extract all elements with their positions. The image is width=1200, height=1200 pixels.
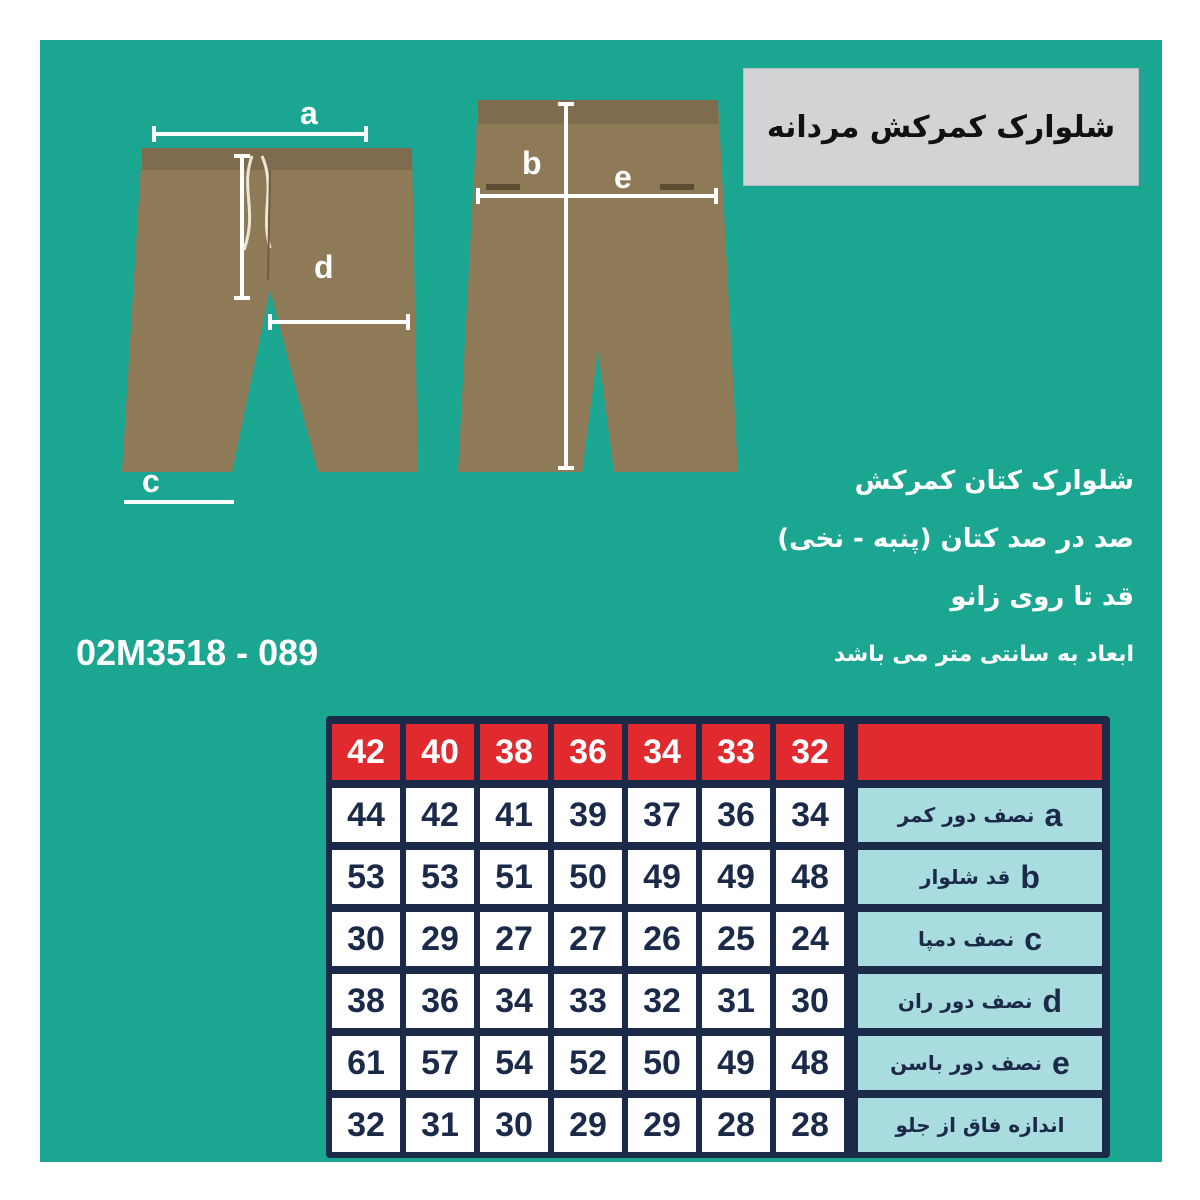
size-table xyxy=(326,716,1110,1158)
desc-line-1: شلوارک کتان کمرکش xyxy=(854,466,1134,496)
row-label-text: نصف دور کمر xyxy=(897,803,1035,827)
desc-line-4: ابعاد به سانتی متر می باشد xyxy=(833,642,1134,667)
row-label-c xyxy=(858,912,1102,966)
row-label-a xyxy=(858,788,1102,842)
table-cell: 54 xyxy=(480,1036,548,1090)
row-label-d xyxy=(858,974,1102,1028)
table-cell: 51 xyxy=(480,850,548,904)
size-guide-panel xyxy=(40,40,1162,1162)
row-label-e xyxy=(858,1036,1102,1090)
product-code: 02M3518 - 089 xyxy=(76,632,319,673)
table-cell: 30 xyxy=(480,1098,548,1152)
size-header-1: 40 xyxy=(406,724,474,780)
table-cell: 48 xyxy=(776,850,844,904)
table-cell: 27 xyxy=(554,912,622,966)
label-c: c xyxy=(142,463,160,499)
table-cell: 36 xyxy=(406,974,474,1028)
table-cell: 28 xyxy=(702,1098,770,1152)
row-label-crotch xyxy=(858,1098,1102,1152)
table-cell: 33 xyxy=(554,974,622,1028)
size-header-3: 36 xyxy=(554,724,622,780)
table-cell: 53 xyxy=(406,850,474,904)
size-header-4: 34 xyxy=(628,724,696,780)
row-label-b xyxy=(858,850,1102,904)
label-d: d xyxy=(314,249,334,285)
table-cell: 44 xyxy=(332,788,400,842)
row-label-text: نصف دمپا xyxy=(917,927,1015,951)
shorts-front-image xyxy=(120,100,420,520)
table-cell: 38 xyxy=(332,974,400,1028)
table-cell: 29 xyxy=(554,1098,622,1152)
shorts-back-image xyxy=(450,100,750,520)
label-a: a xyxy=(300,100,318,131)
size-header-5: 33 xyxy=(702,724,770,780)
row-label-text: قد شلوار xyxy=(920,865,1011,889)
table-cell: 57 xyxy=(406,1036,474,1090)
size-header-6: 32 xyxy=(776,724,844,780)
page-title: شلوارک کمرکش مردانه xyxy=(743,68,1139,186)
label-e: e xyxy=(614,159,632,195)
table-cell: 31 xyxy=(702,974,770,1028)
row-letter: a xyxy=(1044,796,1063,833)
table-cell: 61 xyxy=(332,1036,400,1090)
table-cell: 34 xyxy=(480,974,548,1028)
table-cell: 50 xyxy=(554,850,622,904)
table-cell: 27 xyxy=(480,912,548,966)
header-corner xyxy=(858,724,1102,780)
label-b: b xyxy=(522,145,542,181)
table-cell: 31 xyxy=(406,1098,474,1152)
table-cell: 26 xyxy=(628,912,696,966)
shorts-back-body xyxy=(458,100,738,472)
table-cell: 29 xyxy=(406,912,474,966)
table-cell: 32 xyxy=(332,1098,400,1152)
row-label-text: اندازه فاق از جلو xyxy=(895,1113,1065,1137)
table-cell: 36 xyxy=(702,788,770,842)
table-cell: 48 xyxy=(776,1036,844,1090)
table-cell: 41 xyxy=(480,788,548,842)
row-label-text: نصف دور ران xyxy=(897,989,1033,1013)
table-cell: 50 xyxy=(628,1036,696,1090)
row-letter: e xyxy=(1052,1044,1070,1081)
table-cell: 28 xyxy=(776,1098,844,1152)
table-cell: 42 xyxy=(406,788,474,842)
table-cell: 37 xyxy=(628,788,696,842)
desc-line-2: صد در صد کتان (پنبه - نخی) xyxy=(777,524,1134,554)
table-cell: 39 xyxy=(554,788,622,842)
table-cell: 24 xyxy=(776,912,844,966)
table-cell: 52 xyxy=(554,1036,622,1090)
table-cell: 25 xyxy=(702,912,770,966)
desc-line-3: قد تا روی زانو xyxy=(950,582,1134,612)
table-cell: 29 xyxy=(628,1098,696,1152)
row-letter: b xyxy=(1020,858,1040,895)
table-cell: 49 xyxy=(628,850,696,904)
row-letter: d xyxy=(1042,982,1063,1019)
size-header-0: 42 xyxy=(332,724,400,780)
table-cell: 30 xyxy=(776,974,844,1028)
table-cell: 34 xyxy=(776,788,844,842)
row-letter: c xyxy=(1024,920,1043,957)
table-cell: 32 xyxy=(628,974,696,1028)
table-cell: 49 xyxy=(702,1036,770,1090)
size-header-2: 38 xyxy=(480,724,548,780)
table-cell: 49 xyxy=(702,850,770,904)
row-label-text: نصف دور باسن xyxy=(890,1051,1043,1075)
table-cell: 53 xyxy=(332,850,400,904)
table-cell: 30 xyxy=(332,912,400,966)
